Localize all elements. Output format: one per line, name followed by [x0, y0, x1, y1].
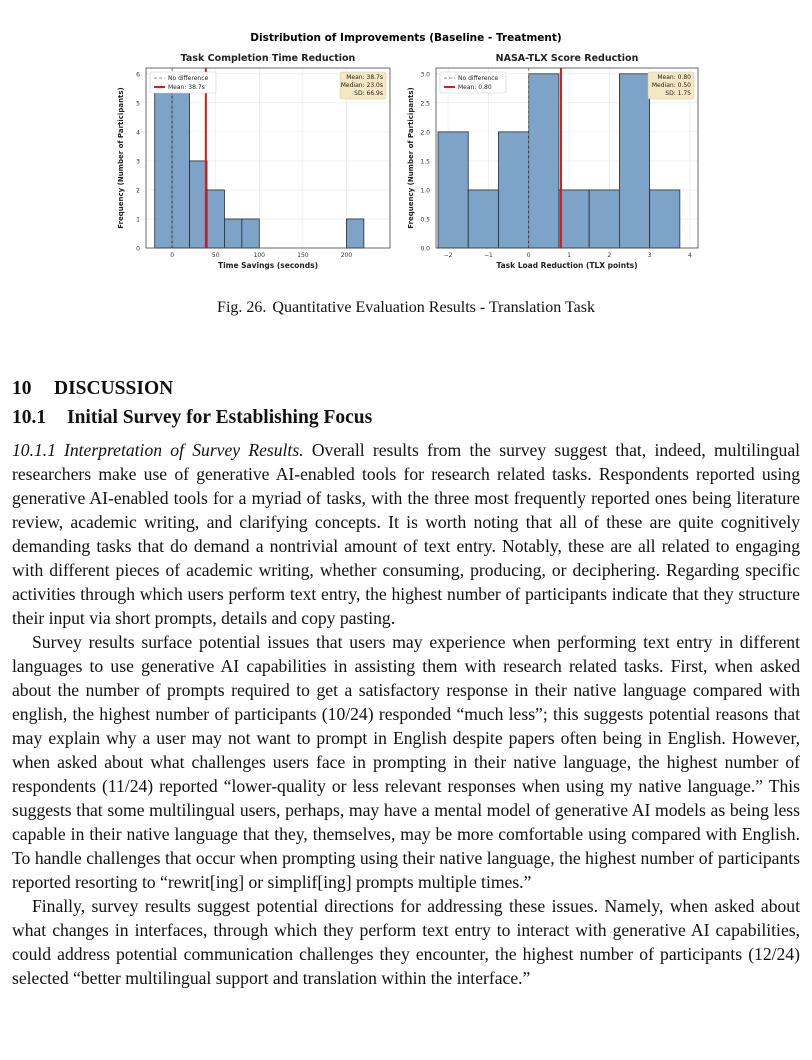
legend-label: Mean: 38.7s [168, 84, 205, 91]
histogram-bar [438, 132, 468, 248]
histogram-figure [110, 28, 702, 278]
y-tick-label: 0 [136, 245, 140, 253]
discussion-body [12, 438, 800, 990]
section-title: DISCUSSION [54, 378, 174, 399]
y-tick-label: 4 [136, 129, 140, 137]
histogram-bar [559, 190, 589, 248]
y-tick-label: 2 [136, 187, 140, 195]
subsection-number: 10.1 [12, 407, 47, 428]
histogram-bar [529, 74, 559, 248]
histogram-bar [619, 74, 649, 248]
x-tick-label: 4 [688, 252, 692, 259]
panel-title: NASA-TLX Score Reduction [495, 53, 639, 64]
subsubsection-heading [12, 440, 304, 460]
y-tick-label: 6 [136, 71, 140, 79]
histogram-bar [589, 190, 619, 248]
x-tick-label: 1 [567, 252, 571, 259]
y-tick-label: 1.5 [420, 158, 430, 166]
legend [150, 72, 216, 93]
x-axis-label: Task Load Reduction (TLX points) [496, 261, 638, 270]
y-axis-label: Frequency (Number of Participants) [407, 87, 415, 229]
y-tick-label: 0.5 [420, 216, 430, 224]
paragraph: Finally, survey results suggest potential directions for addressing these issues. Namely, when asked about what changes in interfaces, through which they perform text entry to interact with generative AI capabilities, could address potential communication challenges they encounter, the highest number of participants (12/24) selected “better multilingual support and translation within the interface.” [12, 896, 800, 988]
y-tick-label: 2.0 [420, 129, 430, 137]
histogram-bar [468, 190, 498, 248]
y-tick-label: 1 [136, 216, 140, 224]
stats-line: Median: 23.0s [340, 82, 383, 89]
y-tick-label: 0.0 [420, 245, 430, 253]
figure-26 [110, 28, 702, 278]
histogram-bar [650, 190, 680, 248]
x-tick-label: 2 [607, 252, 612, 259]
subsection-title: Initial Survey for Establishing Focus [67, 407, 373, 428]
x-axis-label: Time Savings (seconds) [217, 261, 319, 270]
legend-label: No difference [168, 75, 209, 82]
y-tick-label: 3 [136, 158, 140, 166]
histogram-bar [346, 219, 363, 248]
legend [440, 72, 506, 93]
subsection-heading [12, 407, 372, 429]
x-tick-label: 3 [647, 252, 652, 259]
y-axis-label: Frequency (Number of Participants) [117, 87, 125, 229]
stats-line: Mean: 38.7s [346, 74, 383, 81]
x-tick-label: 50 [211, 252, 220, 259]
caption-text: Quantitative Evaluation Results - Translation Task [272, 299, 595, 316]
figure-caption [0, 299, 812, 317]
panel-tlx-reduction [407, 53, 698, 270]
histogram-bar [172, 74, 189, 248]
histogram-bar [207, 190, 224, 248]
y-tick-label: 2.5 [420, 100, 430, 108]
subsubsection-title: Interpretation of Survey Results. [63, 440, 304, 460]
histogram-bar [498, 132, 528, 248]
x-tick-label: 200 [340, 252, 353, 259]
x-tick-label: 0 [526, 252, 531, 259]
subsubsection-number: 10.1.1 [12, 440, 56, 460]
section-number: 10 [12, 378, 32, 399]
x-tick-label: −1 [483, 252, 493, 259]
y-tick-label: 3.0 [420, 71, 430, 79]
y-tick-label: 1.0 [420, 187, 430, 195]
x-tick-label: −2 [443, 252, 453, 259]
legend-label: Mean: 0.80 [458, 84, 492, 91]
legend-label: No difference [458, 75, 499, 82]
x-tick-label: 150 [297, 252, 309, 259]
paragraph-text: Overall results from the survey suggest that, indeed, multilingual researchers make use of generative AI-enabled tools for research related tasks. Respondents reported using generative AI-enabled tools for a myriad of tasks, with the three most frequently reported ones being literature review, academic writing, and clarifying concepts. It is worth noting that all of these are quite cognitively demanding tasks that do demand a nontrivial amount of text entry. Notably, these are all related to engaging with different pieces of academic writing, whether consuming, producing, or deciphering. Regarding specific activities through which users perform text entry, the highest number of participants indicate that they structure their input via short prompts, details and copy pasting. [12, 440, 801, 628]
x-tick-label: 0 [170, 252, 175, 259]
panel-time-reduction [117, 53, 390, 270]
paragraph [12, 438, 800, 630]
y-tick-label: 5 [136, 100, 140, 108]
histogram-bar [242, 219, 259, 248]
caption-label: Fig. 26. [217, 299, 267, 316]
stats-box [648, 72, 694, 99]
histogram-bar [155, 74, 172, 248]
figure-suptitle: Distribution of Improvements (Baseline - Treatment) [250, 32, 562, 44]
panel-title: Task Completion Time Reduction [180, 53, 356, 64]
stats-box [340, 72, 386, 99]
histogram-bar [190, 161, 207, 248]
stats-line: Mean: 0.80 [657, 74, 691, 81]
stats-line: SD: 66.9s [354, 90, 383, 97]
section-heading [12, 378, 173, 400]
stats-line: Median: 0.50 [651, 82, 691, 89]
paragraph: Survey results surface potential issues that users may experience when performing text entry in different languages to use generative AI capabilities in assisting them with research related tasks. First, when asked about the number of prompts required to get a satisfactory response in their native language compared with english, the highest number of participants (10/24) responded “much less”; this suggests potential reasons that may explain why a user may not want to prompt in English despite papers often being in English. However, when asked about what challenges users face in prompting in their native language, the highest number of respondents (11/24) reported “lower-quality or less relevant responses when using my native language.” This suggests that some multilingual users, perhaps, may have a mental model of generative AI models as being less capable in their native language that they, themselves, may be more comfortable using compared with English. To handle challenges that occur when prompting using their native language, the highest number of participants reported resorting to “rewrit[ing] or simplif[ing] prompts multiple times.” [12, 632, 800, 892]
x-tick-label: 100 [253, 252, 266, 259]
stats-line: SD: 1.75 [665, 90, 691, 97]
histogram-bar [224, 219, 241, 248]
